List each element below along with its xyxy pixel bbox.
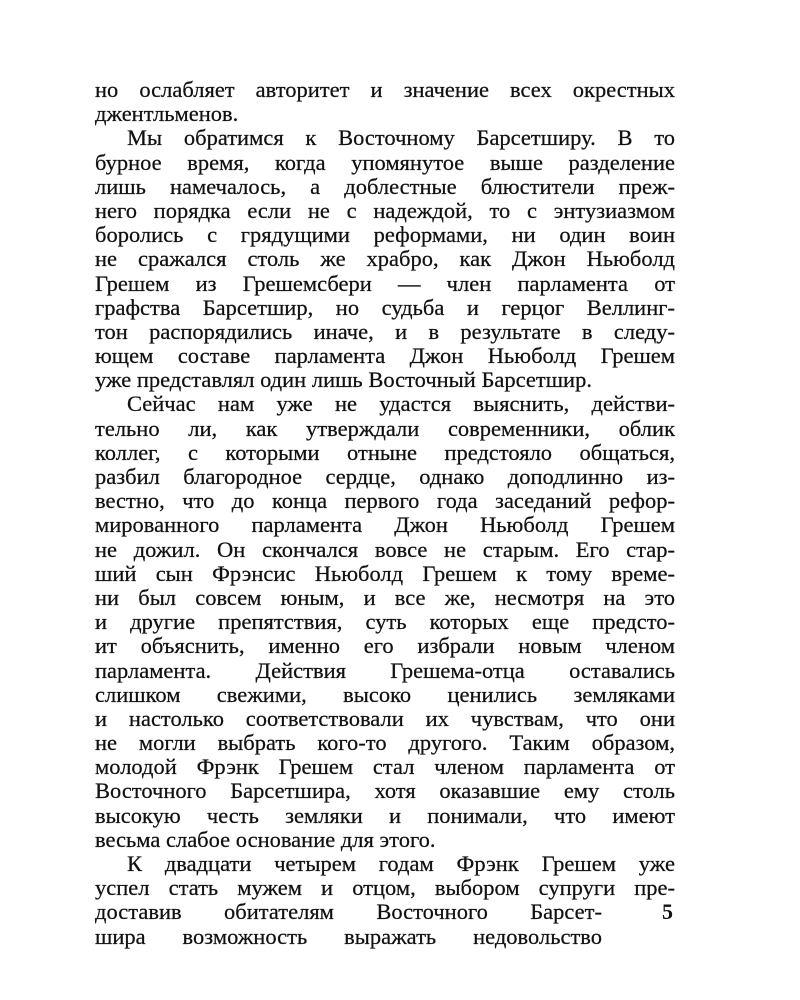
- body-text: [95, 78, 675, 949]
- text-line: и настолько соответствовали их чувствам, что они: [95, 705, 675, 731]
- text-line: коллег, с которыми отныне предстояло общаться,: [95, 439, 675, 465]
- text-line: не дожил. Он скончался вовсе не старым. Его стар-: [95, 536, 675, 562]
- text-line: весьма слабое основание для этого.: [95, 826, 436, 852]
- text-line: успел стать мужем и отцом, выбором супруги пре-: [95, 875, 675, 901]
- text-line: джентльменов.: [95, 101, 239, 127]
- text-line: ит объяснить, именно его избрали новым членом: [95, 633, 675, 659]
- text-line: тон распорядились иначе, и в результате в следу-: [95, 318, 675, 344]
- text-line: молодой Фрэнк Грешем стал членом парламента от: [95, 754, 675, 780]
- text-line: лишь намечалось, а доблестные блюстители преж-: [95, 173, 675, 199]
- paragraph-start-line: Сейчас нам уже не удастся выяснить, действи-: [127, 391, 675, 417]
- text-line: бурное время, когда упомянутое выше разделение: [95, 149, 675, 175]
- text-line: парламента. Действия Грешема-отца оставались: [95, 657, 675, 683]
- text-line: слишком свежими, высоко ценились земляками: [95, 681, 675, 707]
- text-line: доставив обитателям Восточного Барсет-: [95, 899, 602, 925]
- text-line: ший сын Фрэнсис Ньюболд Грешем к тому време-: [95, 560, 675, 586]
- text-line: тельно ли, как утверждали современники, облик: [95, 415, 675, 441]
- text-line: и другие препятствия, суть которых еще предсто-: [95, 609, 675, 635]
- text-line: ющем составе парламента Джон Ньюболд Грешем: [95, 343, 675, 369]
- text-line: вестно, что до конца первого года заседаний рефор-: [95, 488, 675, 514]
- text-line: Грешем из Грешемсбери — член парламента от: [95, 270, 675, 296]
- text-line: высокую честь земляки и понимали, что имеют: [95, 802, 675, 828]
- text-line: шира возможность выражать недовольство: [95, 923, 602, 949]
- text-line: Восточного Барсетшира, хотя оказавшие ему столь: [95, 778, 675, 804]
- page-number: 5: [662, 899, 673, 924]
- text-line: разбил благородное сердце, однако доподлинно из-: [95, 464, 675, 489]
- text-line: но ослабляет авторитет и значение всех окрестных: [95, 77, 675, 102]
- text-line: боролись с грядущими реформами, ни один воин: [95, 222, 675, 248]
- paragraph-start-line: К двадцати четырем годам Фрэнк Грешем уже: [127, 851, 675, 876]
- text-line: не могли выбрать кого-то другого. Таким образом,: [95, 730, 675, 756]
- text-line: графства Барсетшир, но судьба и герцог Веллинг-: [95, 294, 675, 320]
- text-line: него порядка если не с надеждой, то с энтузиазмом: [95, 197, 675, 223]
- text-line: не сражался столь же храбро, как Джон Ньюболд: [95, 246, 675, 272]
- paragraph-start-line: Мы обратимся к Восточному Барсетширу. В то: [127, 125, 675, 151]
- text-line: мированного парламента Джон Ньюболд Грешем: [95, 512, 675, 538]
- text-line: уже представлял один лишь Восточный Барсетшир.: [95, 367, 592, 393]
- text-line: ни был совсем юным, и все же, несмотря на это: [95, 584, 675, 610]
